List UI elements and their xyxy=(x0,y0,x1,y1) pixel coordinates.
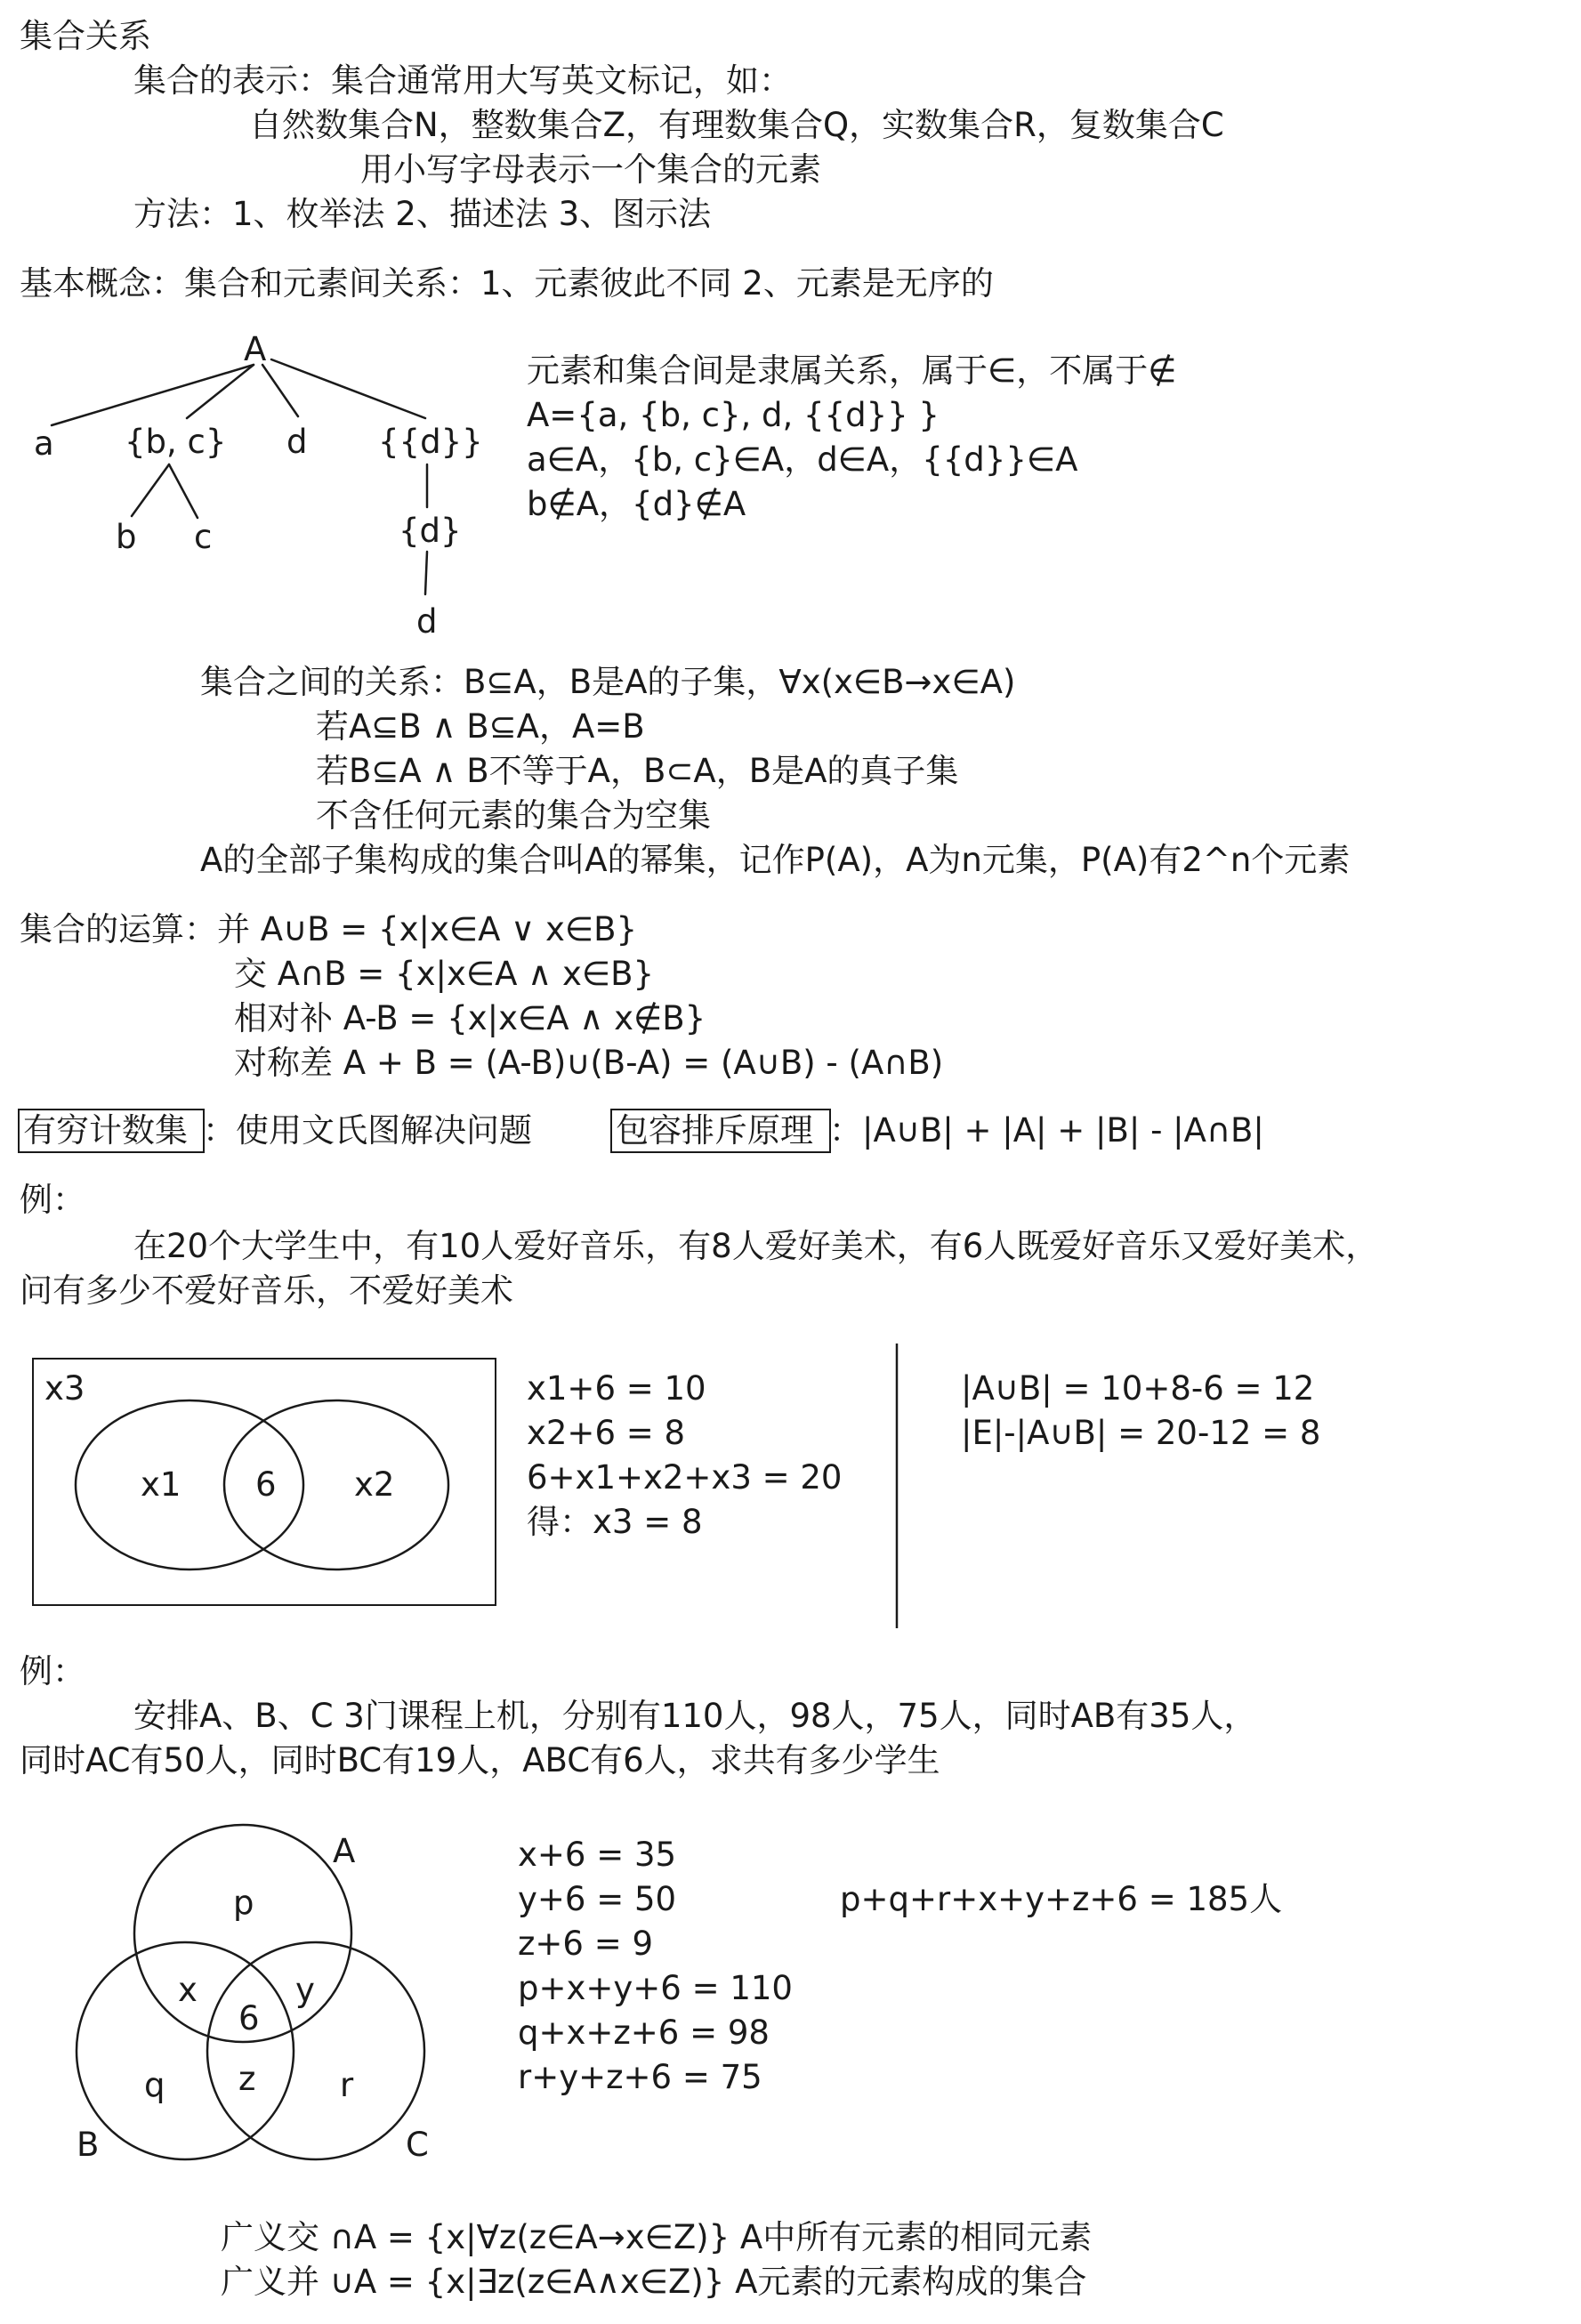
example2-eq-1: x+6 = 35 xyxy=(518,1836,677,1874)
example1-line-2: 问有多少不爱好音乐，不爱好美术 xyxy=(20,1271,513,1310)
general-union: 广义并 ∪A = {x|∃z(z∈A∧x∈Z)} A元素的元素构成的集合 xyxy=(221,2263,1087,2301)
venn1-label-x1: x1 xyxy=(141,1465,181,1504)
rep-line-1: 集合的表示：集合通常用大写英文标记，如： xyxy=(133,61,792,100)
example1-eq-3: 6+x1+x2+x3 = 20 xyxy=(527,1458,843,1497)
subset-line-3: 若B⊆A ∧ B不等于A，B⊂A，B是A的真子集 xyxy=(316,752,959,790)
general-intersection: 广义交 ∩A = {x|∀z(z∈A→x∈Z)} A中所有元素的相同元素 xyxy=(221,2218,1093,2256)
venn2-region-q: q xyxy=(144,2066,165,2104)
venn2-label-B: B xyxy=(77,2126,100,2164)
finite-set-desc: ：使用文氏图解决问题 xyxy=(203,1111,532,1150)
tree-root: A xyxy=(244,330,267,368)
example2-line-1: 安排A、B、C 3门课程上机，分别有110人，98人，75人，同时AB有35人， xyxy=(133,1697,1257,1735)
example2-eq-4: p+x+y+6 = 110 xyxy=(518,1969,793,2007)
venn2-label-C: C xyxy=(406,2126,429,2164)
venn2-label-A: A xyxy=(333,1832,356,1870)
example2-eq-2: y+6 = 50 xyxy=(518,1880,677,1918)
venn2-region-p: p xyxy=(233,1884,254,1922)
membership-line-1: 元素和集合间是隶属关系，属于∈，不属于∉ xyxy=(527,351,1177,390)
venn1-label-center: 6 xyxy=(255,1465,277,1504)
tree-node-d: d xyxy=(286,423,308,461)
membership-line-3: a∈A，{b, c}∈A，d∈A，{{d}}∈A xyxy=(527,440,1078,479)
membership-line-4: b∉A，{d}∉A xyxy=(527,485,746,523)
subset-line-2: 若A⊆B ∧ B⊆A，A=B xyxy=(316,707,645,746)
tree-node-a: a xyxy=(34,424,54,463)
subset-line-4: 不含任何元素的集合为空集 xyxy=(316,796,711,835)
example2-total: p+q+r+x+y+z+6 = 185人 xyxy=(840,1880,1283,1918)
venn2-region-r: r xyxy=(340,2066,354,2104)
op-symdiff: 对称差 A + B = (A-B)∪(B-A) = (A∪B) - (A∩B) xyxy=(234,1044,944,1082)
tree-node-bc: {b, c} xyxy=(125,423,227,461)
example1-line-1: 在20个大学生中，有10人爱好音乐，有8人爱好美术，有6人既爱好音乐又爱好美术， xyxy=(133,1227,1379,1265)
example2-label: 例： xyxy=(20,1652,85,1691)
tree-node-b: b xyxy=(116,518,137,556)
inclusion-exclusion-term: 包容排斥原理 xyxy=(616,1111,813,1150)
op-complement: 相对补 A-B = {x|x∈A ∧ x∉B} xyxy=(234,999,706,1037)
subset-line-5: A的全部子集构成的集合叫A的幂集，记作P(A)，A为n元集，P(A)有2^n个元素 xyxy=(200,841,1351,879)
example2-eq-3: z+6 = 9 xyxy=(518,1925,654,1963)
subset-line-1: 集合之间的关系：B⊆A，B是A的子集，∀x(x∈B→x∈A) xyxy=(200,663,1016,701)
venn2-region-y: y xyxy=(295,1971,315,2009)
venn2-region-z: z xyxy=(238,2060,256,2098)
page-title: 集合关系 xyxy=(20,17,151,55)
venn2-region-x: x xyxy=(178,1971,198,2009)
example2-eq-5: q+x+z+6 = 98 xyxy=(518,2013,770,2052)
inclusion-exclusion-formula: ：|A∪B| + |A| + |B| - |A∩B| xyxy=(829,1111,1264,1150)
rep-line-4: 方法：1、枚举法 2、描述法 3、图示法 xyxy=(133,195,712,233)
example1-eq-4: 得：x3 = 8 xyxy=(527,1503,703,1541)
tree-node-d-leaf: d xyxy=(416,602,438,641)
example1-alt-1: |A∪B| = 10+8-6 = 12 xyxy=(961,1369,1315,1408)
op-union: 集合的运算：并 A∪B = {x|x∈A ∨ x∈B} xyxy=(20,910,638,948)
example1-label: 例： xyxy=(20,1181,85,1219)
tree-node-dd: {{d}} xyxy=(378,423,483,461)
example2-eq-6: r+y+z+6 = 75 xyxy=(518,2058,762,2096)
example1-alt-2: |E|-|A∪B| = 20-12 = 8 xyxy=(961,1414,1321,1452)
example1-eq-2: x2+6 = 8 xyxy=(527,1414,686,1452)
op-intersect: 交 A∩B = {x|x∈A ∧ x∈B} xyxy=(234,955,655,993)
tree-node-c: c xyxy=(194,518,213,556)
membership-line-2: A={a, {b, c}, d, {{d}} } xyxy=(527,396,940,434)
rep-line-3: 用小写字母表示一个集合的元素 xyxy=(360,150,821,189)
basic-concept: 基本概念：集合和元素间关系：1、元素彼此不同 2、元素是无序的 xyxy=(20,264,994,303)
venn1-label-x3: x3 xyxy=(44,1369,85,1408)
example2-line-2: 同时AC有50人，同时BC有19人，ABC有6人，求共有多少学生 xyxy=(20,1741,940,1779)
venn1-label-x2: x2 xyxy=(354,1465,395,1504)
example1-eq-1: x1+6 = 10 xyxy=(527,1369,706,1408)
venn2-region-center: 6 xyxy=(238,1999,260,2038)
tree-node-d-set: {d} xyxy=(399,512,462,550)
rep-line-2: 自然数集合N，整数集合Z，有理数集合Q，实数集合R，复数集合C xyxy=(249,106,1224,144)
finite-set-term: 有穷计数集 xyxy=(23,1111,188,1150)
